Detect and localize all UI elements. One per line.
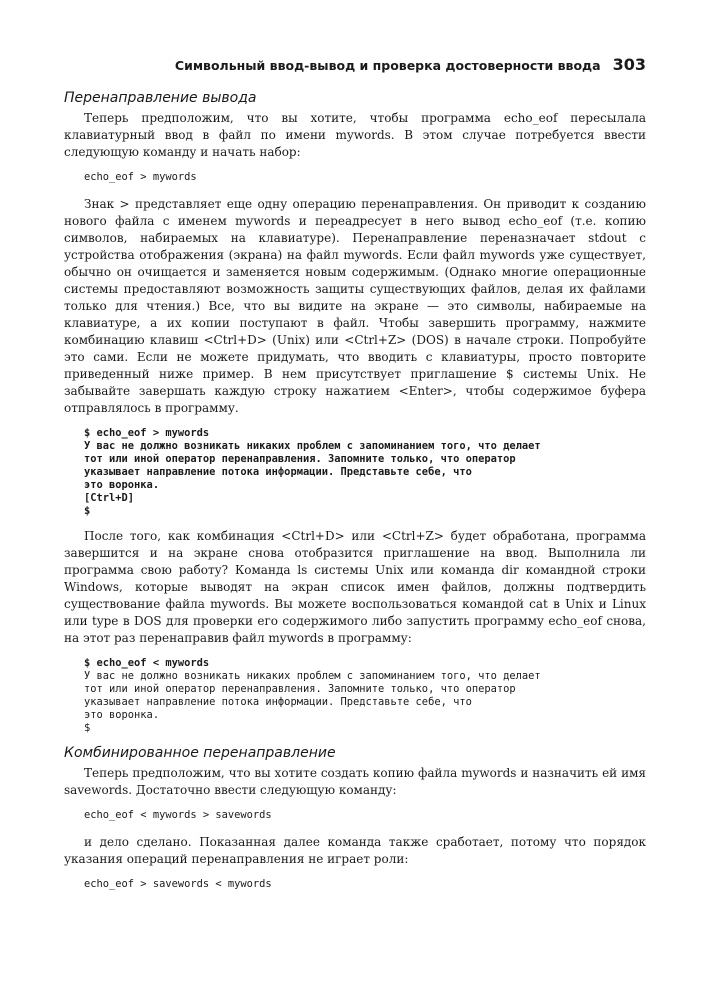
paragraph: Теперь предположим, что вы хотите создать копию файла mywords и назначить ей имя savewords. Достаточно ввести следующую команду: bbox=[64, 766, 646, 797]
code-block: echo_eof > mywords bbox=[84, 171, 197, 183]
code-output: У вас не должно возникать никаких проблем с запоминанием того, что делает тот или иной оператор перенаправления. Запомните только, что оператор указывает направление потока информации. Представьте себе, что это воронка. [Ctrl+D] $ bbox=[84, 440, 541, 517]
code-block bbox=[84, 427, 646, 518]
code-block bbox=[84, 657, 646, 735]
code-command: $ echo_eof > mywords bbox=[84, 427, 210, 439]
page-number: 303 bbox=[612, 55, 646, 74]
paragraph: Теперь предположим, что вы хотите, чтобы программа echo_eof пересылала клавиатурный ввод в файл по имени mywords. В этом случае потребуется ввести следующую команду и начать набор: bbox=[64, 111, 646, 159]
paragraph: Знак > представляет еще одну операцию перенаправления. Он приводит к созданию нового файла с именем mywords и переадресует в него вывод echo_eof (т.е. копию символов, набираемых на клавиатуре). Перенаправление переназначает stdout с устройства отображения (экрана) на файл mywords. Если файл mywords уже существует, обычно он очищается и заменяется новым содержимым. (Однако многие операционные системы предоставляют возможность защиты существующих файлов, делая их файлами только для чтения.) Все, что вы видите на экране — это символы, набираемые на клавиатуре, а их копии поступают в файл. Чтобы завершить программу, нажмите комбинацию клавиш <Ctrl+D> (Unix) или <Ctrl+Z> (DOS) в начале строки. Попробуйте это сами. Если не можете придумать, что вводить с клавиатуры, просто повторите приведенный ниже пример. В нем присутствует приглашение $ системы Unix. Не забывайте завершать каждую строку нажатием <Enter>, чтобы содержимое буфера отправлялось в программу. bbox=[64, 197, 646, 415]
code-block: echo_eof > savewords < mywords bbox=[84, 878, 272, 890]
code-command: $ echo_eof < mywords bbox=[84, 657, 210, 669]
paragraph: и дело сделано. Показанная далее команда также сработает, потому что порядок указания операций перенаправления не играет роли: bbox=[64, 835, 646, 866]
book-page bbox=[64, 55, 646, 903]
code-block: echo_eof < mywords > savewords bbox=[84, 809, 272, 821]
code-output: У вас не должно возникать никаких проблем с запоминанием того, что делает тот или иной оператор перенаправления. Запомните только, что оператор указывает направление потока информации. Представьте себе, что это воронка. $ bbox=[84, 670, 541, 734]
running-header bbox=[64, 55, 646, 74]
section-title-combined-redirection: Комбинированное перенаправление bbox=[64, 745, 336, 761]
running-title: Символьный ввод-вывод и проверка достоверности ввода bbox=[174, 58, 601, 73]
paragraph: После того, как комбинация <Ctrl+D> или <Ctrl+Z> будет обработана, программа завершится и на экране снова отобразится приглашение на ввод. Выполнила ли программа свою работу? Команда ls системы Unix или команда dir командной строки Windows, которые выводят на экран список имен файлов, должны подтвердить существование файла mywords. Вы можете воспользоваться командой cat в Unix и Linux или type в DOS для проверки его содержимого либо запустить программу echo_eof снова, на этот раз перенаправив файл mywords в программу: bbox=[64, 529, 646, 645]
section-title-output-redirection: Перенаправление вывода bbox=[64, 90, 257, 106]
